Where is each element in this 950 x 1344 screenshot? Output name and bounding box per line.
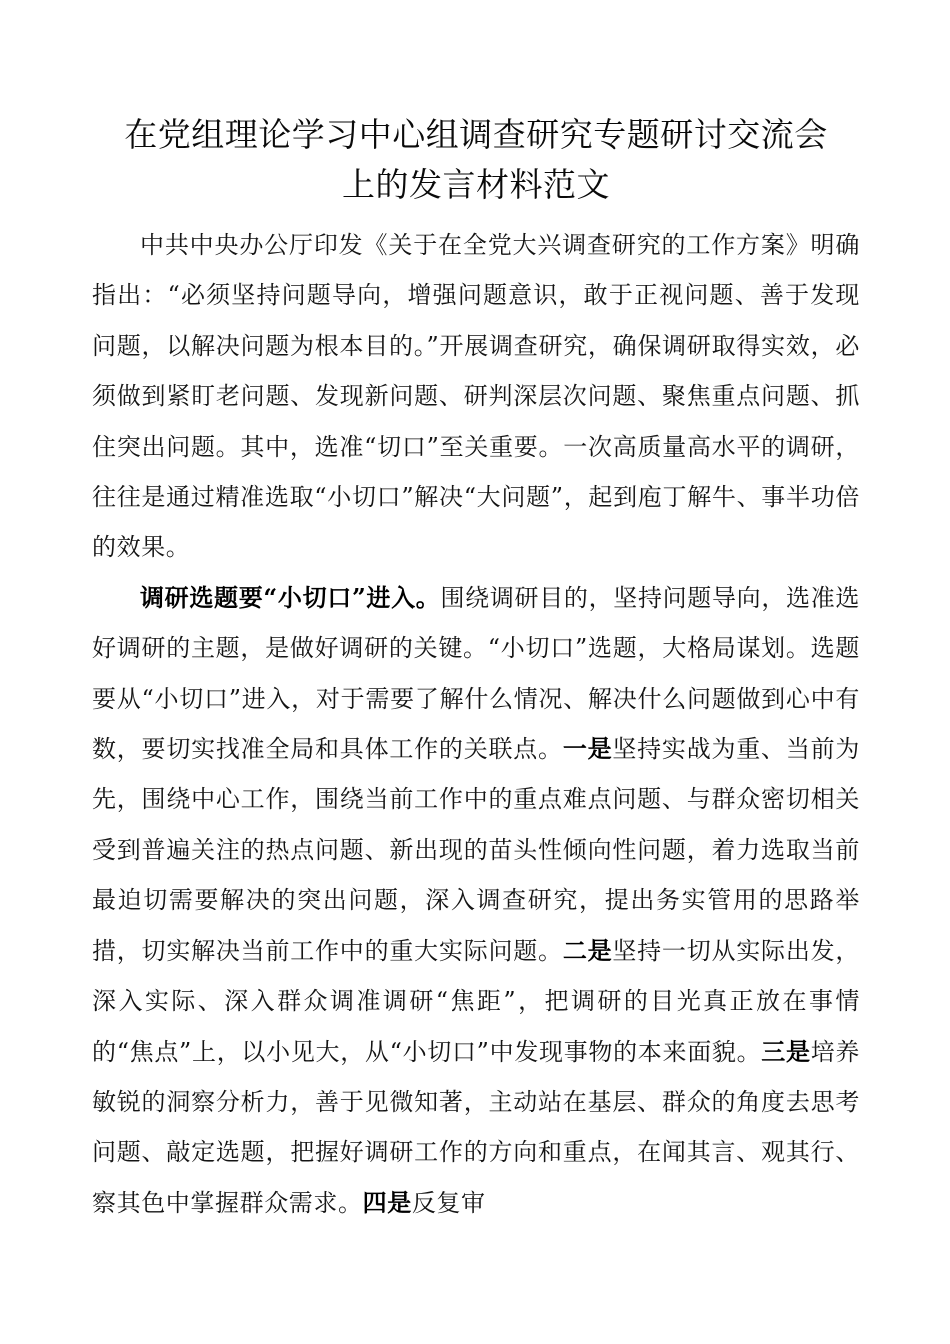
point-4-label: 四是 xyxy=(362,1187,412,1217)
title-line-1: 在党组理论学习中心组调查研究专题研讨交流会 xyxy=(124,115,828,154)
point-1-text: 坚持实战为重、当前为先，围绕中心工作，围绕当前工作中的重点难点问题、与群众密切相关受到普遍关注的热点问题、新出现的苗头性倾向性问题，着力选取当前最迫切需要解决的突出问题，深入调查研究，提出务实管用的思路举措，切实解决当前工作中的重大实际问题。 xyxy=(92,735,860,965)
paragraph-intro: 中共中央办公厅印发《关于在全党大兴调查研究的工作方案》明确指出：“必须坚持问题导向，增强问题意识，敢于正视问题、善于发现问题，以解决问题为根本目的。”开展调查研究，确保调研取得实效，必须做到紧盯老问题、发现新问题、研判深层次问题、聚焦重点问题、抓住突出问题。其中，选准“切口”至关重要。一次高质量高水平的调研，往往是通过精准选取“小切口”解决“大问题”，起到庖丁解牛、事半功倍的效果。 xyxy=(92,231,860,562)
section-intro-text: 围绕调研目的，坚持问题导向，选准选好调研的主题，是做好调研的关键。“小切口”选题，大格局谋划。选题要从“小切口”进入，对于需要了解什么情况、解决什么问题做到心中有数，要切实找准全局和具体工作的关联点。 xyxy=(92,583,860,764)
section-heading: 调研选题要“小切口”进入。 xyxy=(140,582,441,612)
document-page xyxy=(92,110,860,1228)
point-2-text: 坚持一切从实际出发，深入实际、深入群众调准调研“焦距”，把调研的目光真正放在事情的“焦点”上，以小见大，从“小切口”中发现事物的本来面貌。 xyxy=(92,936,860,1066)
point-2-label: 二是 xyxy=(562,935,613,965)
title-line-2: 上的发言材料范文 xyxy=(342,165,610,204)
point-3-label: 三是 xyxy=(761,1036,811,1066)
point-4-text: 反复审 xyxy=(411,1188,486,1217)
point-1-label: 一是 xyxy=(562,734,613,764)
paragraph-topic-selection xyxy=(92,573,860,1228)
point-3-text: 培养敏锐的洞察分析力，善于见微知著，主动站在基层、群众的角度去思考问题、敲定选题，把握好调研工作的方向和重点，在闻其言、观其行、察其色中掌握群众需求。 xyxy=(92,1037,861,1217)
document-title xyxy=(92,110,860,210)
